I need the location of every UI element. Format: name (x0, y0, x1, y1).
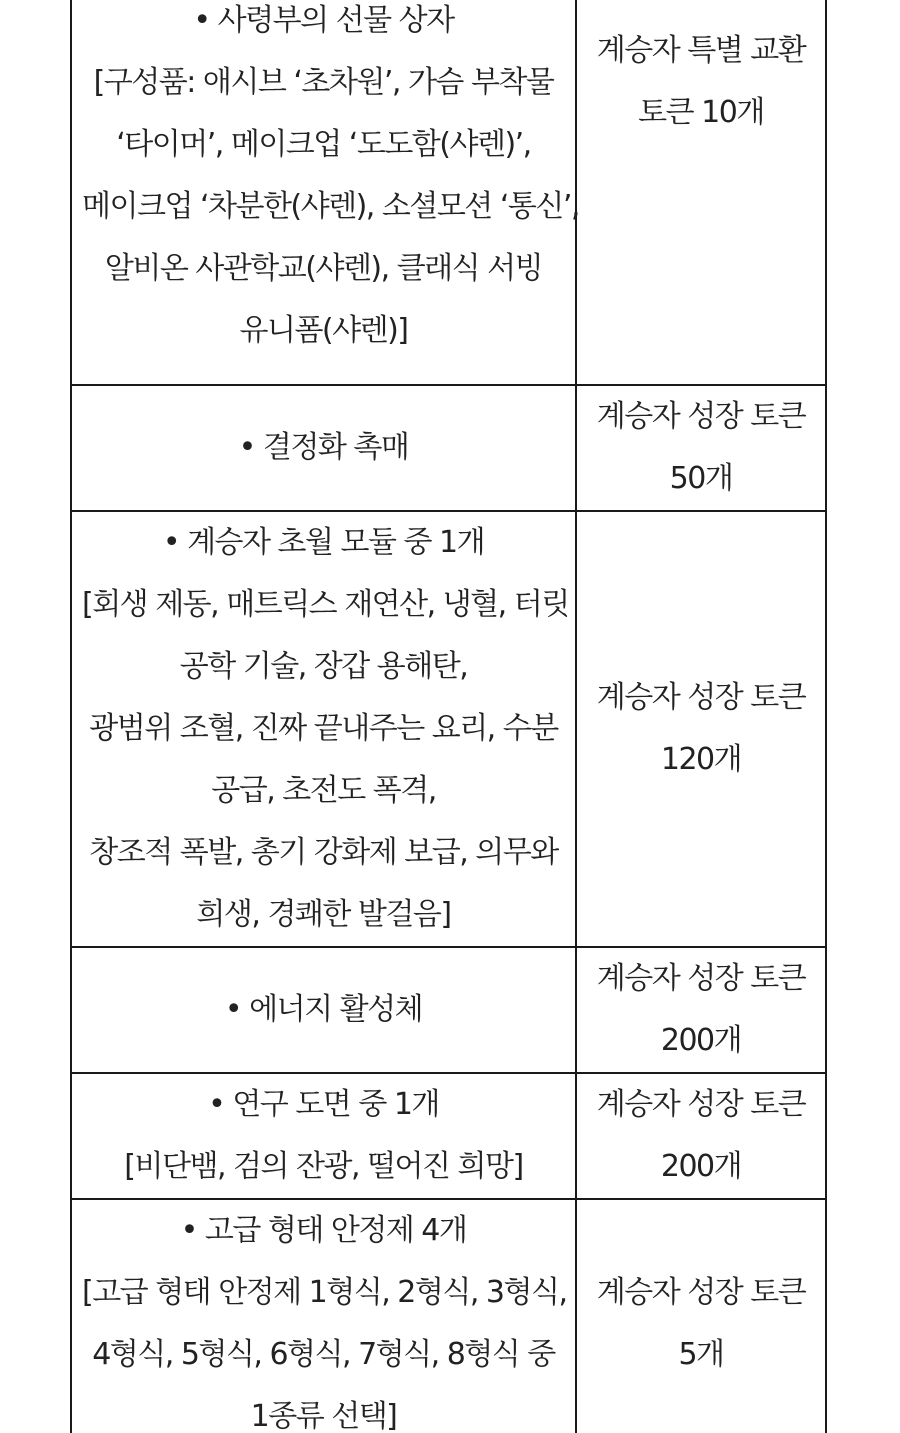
item-text: • 계승자 초월 모듈 중 1개 (162, 525, 485, 560)
cost-cell (576, 385, 826, 511)
item-cell (71, 0, 579, 385)
cost-text: 계승자 성장 토큰 (596, 399, 806, 434)
cost-text: 토큰 10개 (638, 95, 764, 130)
cost-text: 200개 (660, 1023, 742, 1058)
cost-text: 200개 (660, 1149, 742, 1184)
item-text: 창조적 폭발, 총기 강화제 보급, 의무와 (89, 835, 558, 870)
item-text: 알비온 사관학교(샤렌), 클래식 서빙 (104, 251, 543, 286)
table-row (71, 385, 826, 511)
item-text: 메이크업 ‘차분한(샤렌), 소셜모션 ‘통신’, (82, 189, 579, 224)
item-text: • 에너지 활성체 (224, 992, 423, 1027)
table-row (71, 1199, 826, 1433)
item-cell (71, 511, 576, 947)
cost-text: 5개 (678, 1337, 724, 1372)
item-text: 공급, 초전도 폭격, (211, 773, 436, 808)
cost-cell (576, 947, 826, 1073)
item-text: ‘타이머’, 메이크업 ‘도도함(샤렌)’, (116, 127, 531, 162)
cost-cell (576, 1073, 826, 1199)
item-cell (71, 385, 576, 511)
cost-cell (576, 0, 826, 385)
cost-text: 50개 (669, 461, 733, 496)
item-text: 희생, 경쾌한 발걸음] (196, 897, 451, 932)
cost-text: 120개 (660, 742, 742, 777)
table-row (71, 947, 826, 1073)
cost-text: 계승자 특별 교환 (596, 33, 806, 68)
cost-text: 계승자 성장 토큰 (596, 1087, 806, 1122)
item-text: 1종류 선택] (250, 1399, 397, 1433)
item-text: • 연구 도면 중 1개 (208, 1087, 439, 1122)
exchange-table (70, 0, 827, 1433)
cost-cell (576, 511, 826, 947)
item-text: 4형식, 5형식, 6형식, 7형식, 8형식 중 (92, 1337, 555, 1372)
cost-cell (576, 1199, 826, 1433)
table-row (71, 1073, 826, 1199)
item-cell (71, 1073, 576, 1199)
item-text: [회생 제동, 매트릭스 재연산, 냉혈, 터릿 (82, 587, 569, 622)
cost-text: 계승자 성장 토큰 (596, 1275, 806, 1310)
item-cell (71, 1199, 576, 1433)
item-text: 유니폼(샤렌)] (239, 313, 408, 348)
cost-text: 계승자 성장 토큰 (596, 680, 806, 715)
item-cell (71, 947, 576, 1073)
item-text: • 고급 형태 안정제 4개 (180, 1213, 467, 1248)
item-text: • 결정화 촉매 (238, 430, 409, 465)
cost-text: 계승자 성장 토큰 (596, 961, 806, 996)
item-text: • 사령부의 선물 상자 (193, 3, 454, 38)
table-row (71, 0, 826, 385)
item-text: 공학 기술, 장갑 용해탄, (179, 649, 468, 684)
item-text: [고급 형태 안정제 1형식, 2형식, 3형식, (82, 1275, 567, 1310)
table-row (71, 511, 826, 947)
item-text: [구성품: 애시브 ‘초차원’, 가슴 부착물 (93, 65, 554, 100)
item-text: [비단뱀, 검의 잔광, 떨어진 희망] (124, 1149, 523, 1184)
item-text: 광범위 조혈, 진짜 끝내주는 요리, 수분 (89, 711, 558, 746)
